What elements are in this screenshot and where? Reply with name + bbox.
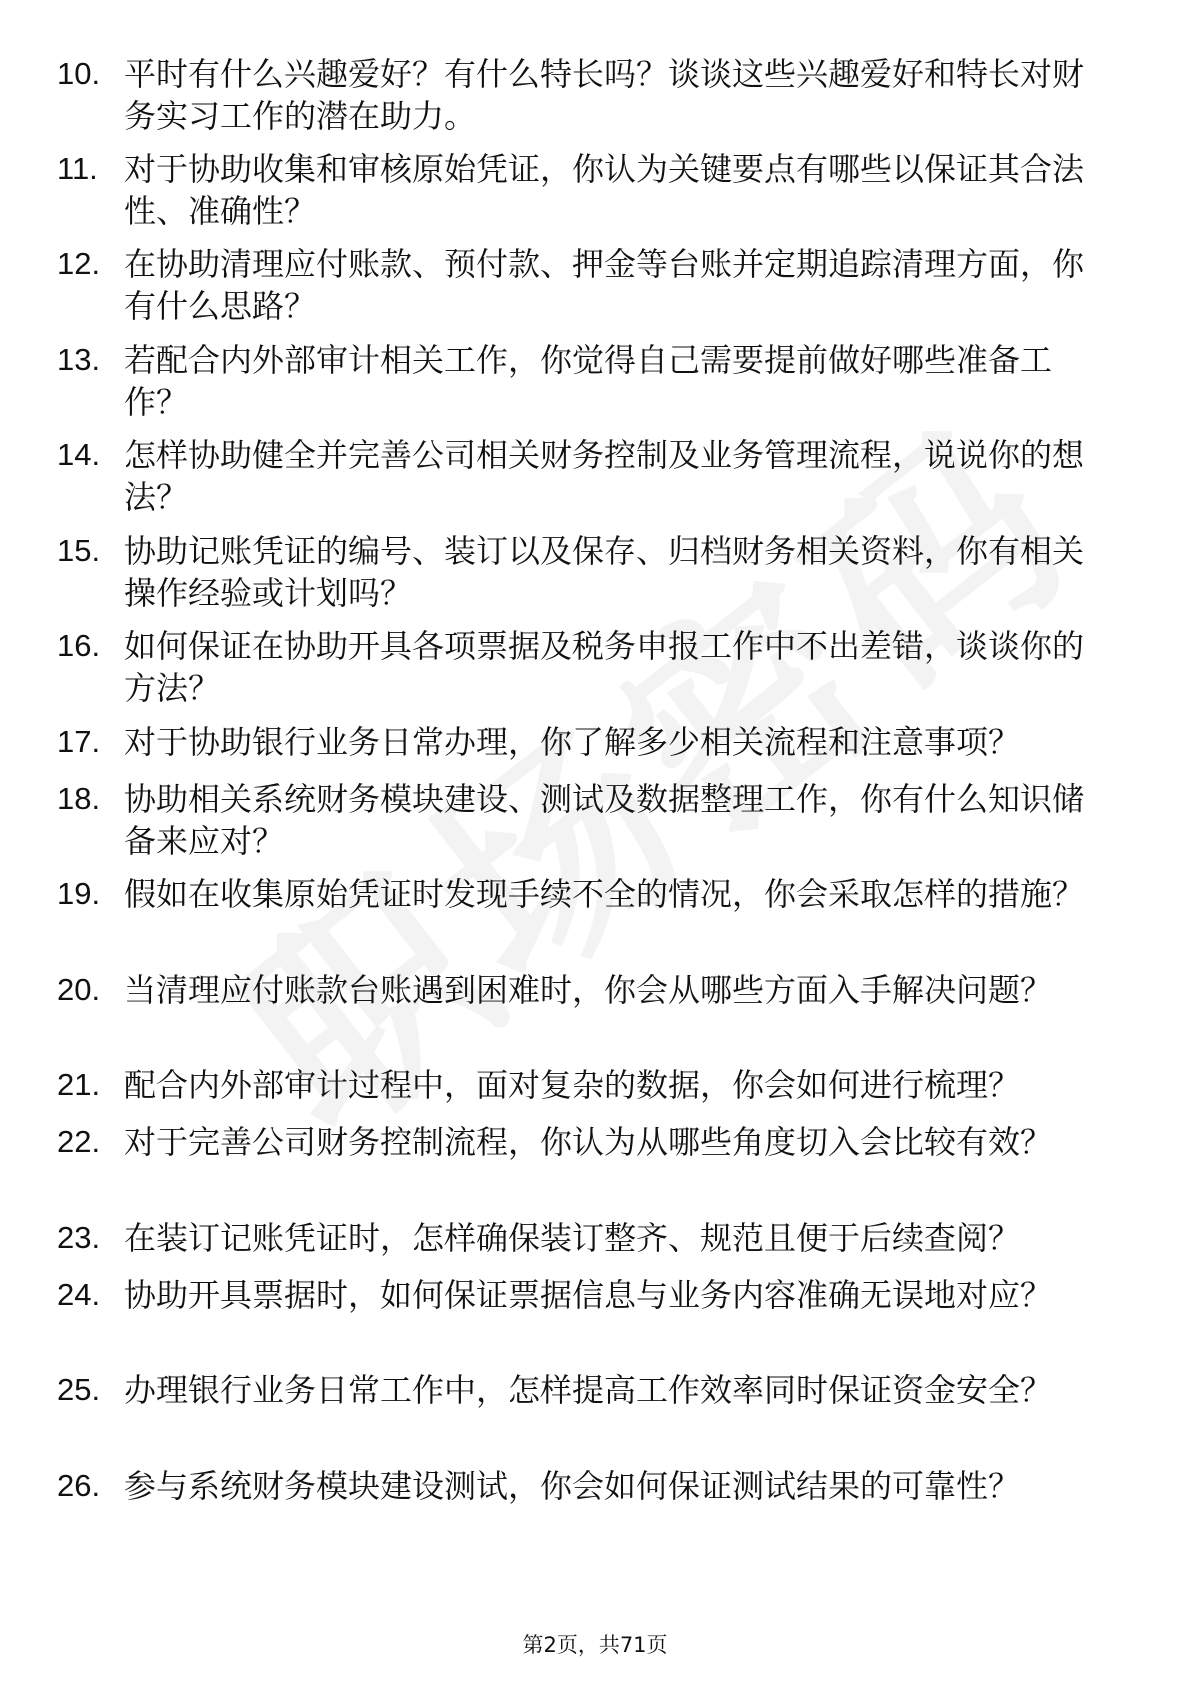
question-text: 对于协助收集和审核原始凭证，你认为关键要点有哪些以保证其合法性、准确性？ xyxy=(124,150,1085,230)
list-item xyxy=(57,625,1117,735)
question-number: 20. xyxy=(57,972,101,1007)
question-number: 17. xyxy=(57,724,101,759)
question-number: 21. xyxy=(57,1067,101,1102)
list-item xyxy=(57,434,1117,544)
question-text: 在协助清理应付账款、预付款、押金等台账并定期追踪清理方面，你有什么思路？ xyxy=(124,245,1085,325)
question-text: 怎样协助健全并完善公司相关财务控制及业务管理流程，说说你的想法？ xyxy=(124,436,1085,516)
question-text: 对于完善公司财务控制流程，你认为从哪些角度切入会比较有效？ xyxy=(124,1123,1053,1161)
question-number: 24. xyxy=(57,1277,101,1312)
list-item xyxy=(57,148,1117,258)
question-number: 16. xyxy=(57,628,101,663)
question-text: 办理银行业务日常工作中，怎样提高工作效率同时保证资金安全？ xyxy=(124,1371,1053,1409)
question-number: 13. xyxy=(57,342,101,377)
list-item xyxy=(57,1274,1117,1384)
question-text: 协助相关系统财务模块建设、测试及数据整理工作，你有什么知识储备来应对？ xyxy=(124,780,1085,860)
list-item xyxy=(57,339,1117,449)
list-item xyxy=(57,778,1117,888)
question-text: 当清理应付账款台账遇到困难时，你会从哪些方面入手解决问题？ xyxy=(124,971,1053,1009)
question-number: 26. xyxy=(57,1468,101,1503)
question-text: 若配合内外部审计相关工作，你觉得自己需要提前做好哪些准备工作？ xyxy=(124,341,1053,421)
question-number: 23. xyxy=(57,1220,101,1255)
list-item xyxy=(57,873,1117,983)
question-text: 配合内外部审计过程中，面对复杂的数据，你会如何进行梳理？ xyxy=(124,1066,1021,1104)
question-number: 19. xyxy=(57,876,101,911)
list-item xyxy=(57,1369,1117,1479)
question-text: 如何保证在协助开具各项票据及税务申报工作中不出差错，谈谈你的方法？ xyxy=(124,627,1085,707)
question-number: 18. xyxy=(57,781,101,816)
question-text: 协助开具票据时，如何保证票据信息与业务内容准确无误地对应？ xyxy=(124,1276,1053,1314)
question-number: 12. xyxy=(57,246,101,281)
question-number: 14. xyxy=(57,437,101,472)
question-number: 25. xyxy=(57,1372,101,1407)
list-item xyxy=(57,969,1117,1079)
list-item xyxy=(57,1121,1117,1231)
question-text: 参与系统财务模块建设测试，你会如何保证测试结果的可靠性？ xyxy=(124,1467,1021,1505)
question-text: 对于协助银行业务日常办理，你了解多少相关流程和注意事项？ xyxy=(124,723,1021,761)
question-text: 协助记账凭证的编号、装订以及保存、归档财务相关资料，你有相关操作经验或计划吗？ xyxy=(124,532,1085,612)
list-item xyxy=(57,53,1117,163)
list-item xyxy=(57,243,1117,353)
question-number: 15. xyxy=(57,533,101,568)
page-footer: 第2页，共71页 xyxy=(522,1633,668,1657)
list-item xyxy=(57,530,1117,640)
question-text: 在装订记账凭证时，怎样确保装订整齐、规范且便于后续查阅？ xyxy=(124,1219,1021,1257)
list-item xyxy=(57,1465,1117,1575)
question-number: 22. xyxy=(57,1124,101,1159)
question-number: 10. xyxy=(57,56,101,91)
question-number: 11. xyxy=(57,151,98,186)
question-text: 假如在收集原始凭证时发现手续不全的情况，你会采取怎样的措施？ xyxy=(124,875,1085,913)
question-text: 平时有什么兴趣爱好？有什么特长吗？谈谈这些兴趣爱好和特长对财务实习工作的潜在助力。 xyxy=(124,55,1085,135)
